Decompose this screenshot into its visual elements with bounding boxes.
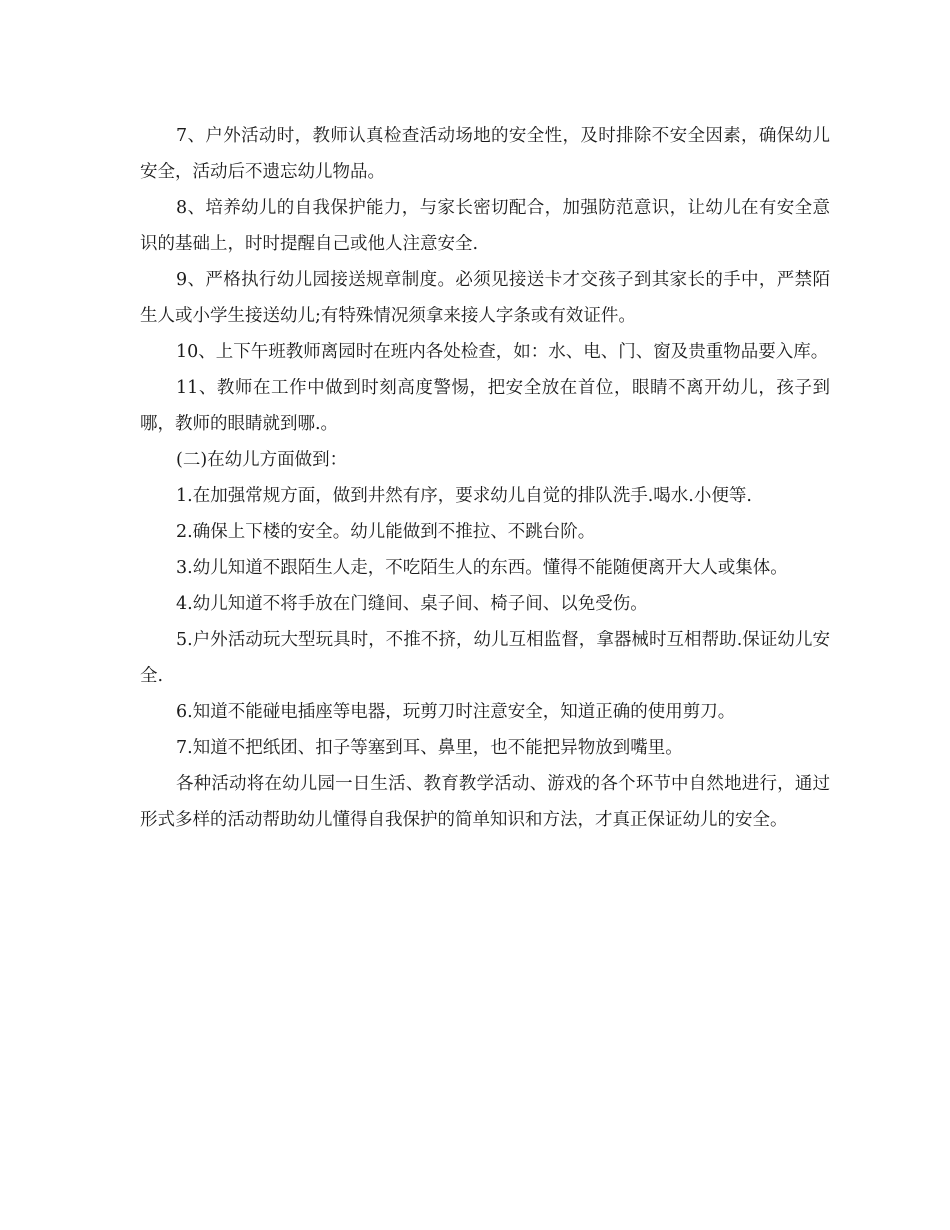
paragraph-item-11-vigilance: 11、教师在工作中做到时刻高度警惕，把安全放在首位，眼睛不离开幼儿，孩子到哪，教师的眼睛就到哪.。 <box>140 378 830 434</box>
closing-paragraph: 各种活动将在幼儿园一日生活、教育教学活动、游戏的各个环节中自然地进行，通过形式多样的活动帮助幼儿懂得自我保护的简单知识和方法，才真正保证幼儿的安全。 <box>140 774 830 830</box>
paragraph-item-9-pickup-rules: 9、严格执行幼儿园接送规章制度。必须见接送卡才交孩子到其家长的手中，严禁陌生人或小学生接送幼儿;有特殊情况须拿来接人字条或有效证件。 <box>140 270 830 326</box>
paragraph-item-10-leaving-check: 10、上下午班教师离园时在班内各处检查，如：水、电、门、窗及贵重物品要入库。 <box>176 342 829 362</box>
list-item-7-foreign-objects: 7.知道不把纸团、扣子等塞到耳、鼻里，也不能把异物放到嘴里。 <box>176 738 683 758</box>
paragraph-item-8-self-protection: 8、培养幼儿的自我保护能力，与家长密切配合，加强防范意识，让幼儿在有安全意识的基础上，时时提醒自己或他人注意安全. <box>140 198 830 254</box>
list-item-3-strangers: 3.幼儿知道不跟陌生人走，不吃陌生人的东西。懂得不能随便离开大人或集体。 <box>176 558 788 578</box>
list-item-2-stairs: 2.确保上下楼的安全。幼儿能做到不推拉、不跳台阶。 <box>176 522 596 542</box>
list-item-6-electric-scissors: 6.知道不能碰电插座等电器，玩剪刀时注意安全，知道正确的使用剪刀。 <box>176 702 736 722</box>
list-item-4-hands: 4.幼儿知道不将手放在门缝间、桌子间、椅子间、以免受伤。 <box>176 594 648 614</box>
paragraph-item-7-outdoor: 7、户外活动时，教师认真检查活动场地的安全性，及时排除不安全因素，确保幼儿安全，活动后不遗忘幼儿物品。 <box>140 126 830 182</box>
list-item-1-routine: 1.在加强常规方面，做到井然有序，要求幼儿自觉的排队洗手.喝水.小便等. <box>176 486 752 506</box>
document-body <box>140 118 830 838</box>
section-heading-children: (二)在幼儿方面做到： <box>176 450 348 470</box>
list-item-5-outdoor-toys: 5.户外活动玩大型玩具时，不推不挤，幼儿互相监督，拿器械时互相帮助.保证幼儿安全. <box>140 630 830 686</box>
